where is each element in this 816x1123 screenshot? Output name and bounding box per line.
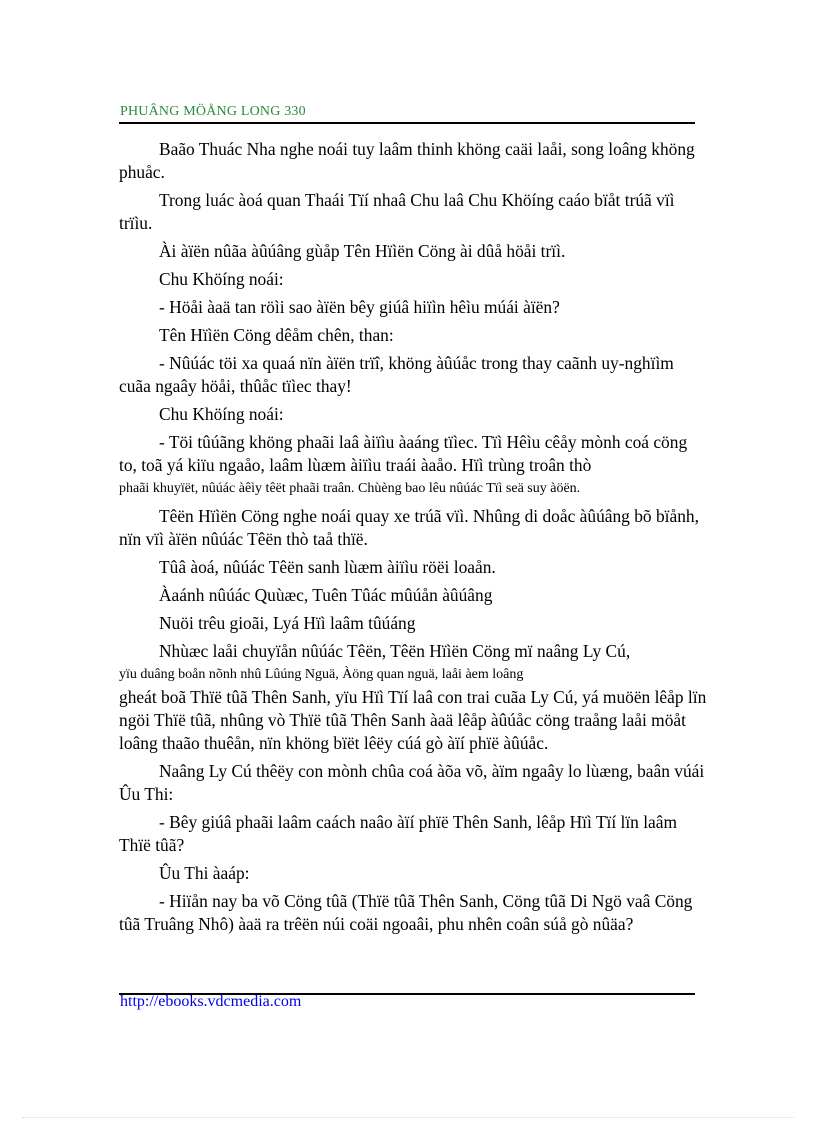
paragraph: Chu Khöíng noái: [159, 404, 284, 424]
paragraph: Baão Thuác Nha nghe noái tuy laâm thinh khöng caäi laåi, song loâng khöng phuåc. [119, 139, 695, 182]
paragraph: Nhùæc laåi chuyïån nûúác Têën, Têën Hïìën Cöng mï naâng Ly Cú, [159, 641, 631, 661]
paragraph: Àaánh nûúác Quùæc, Tuên Tûác mûúån àûúâng [159, 585, 493, 605]
paragraph: - Höåi àaä tan röìi sao àïën bêy giúâ hiïìn hêìu múái àïën? [159, 297, 560, 317]
paragraph: Nuöi trêu gioãi, Lyá Hïì laâm tûúáng [159, 613, 416, 633]
running-header: PHUÂNG MÖÅNG LONG 330 [120, 104, 306, 119]
paragraph: Chu Khöíng noái: [159, 269, 284, 289]
footer-link[interactable]: http://ebooks.vdcmedia.com [120, 993, 302, 1010]
paragraph: Ài àïën nûãa àûúâng gùåp Tên Hïìën Cöng ài dûå höåi trïì. [159, 241, 566, 261]
body-text [119, 138, 707, 941]
paragraph: Naâng Ly Cú thêëy con mònh chûa coá àõa võ, àïm ngaây lo lùæng, baân vúái Ûu Thi: [119, 761, 705, 804]
paragraph: Tên Hïìën Cöng dêåm chên, than: [159, 325, 394, 345]
paragraph: yïu duâng boån nõnh nhû Lûúng Nguä, Àöng quan nguä, laåi àem loâng [119, 667, 524, 682]
page-edge [22, 1117, 794, 1118]
paragraph: - Töi tûúãng khöng phaãi laâ àiïìu àaáng tïìec. Tïì Hêìu cêåy mònh coá cöng to, toã yá kiïu ngaåo, laâm lùæm àiïìu traái àaåo. Hïì trùng troân thò [119, 432, 688, 475]
header-divider [119, 122, 695, 124]
paragraph: - Nûúác töi xa quaá nïn àïën trïî, khöng àûúåc trong thay caãnh uy-nghïìm cuãa ngaây höåi, thûåc tïìec thay! [119, 353, 674, 396]
paragraph: Ûu Thi àaáp: [159, 863, 250, 883]
paragraph: gheát boã Thïë tûã Thên Sanh, yïu Hïì Tïí laâ con trai cuãa Ly Cú, yá muöën lêåp lïn ngöi Thïë tûã, nhûng vò Thïë tûã Thên Sanh àaä lêåp àûúåc cöng traång laåi möåt loâng thaão thuêån, nïn khöng bïët lêëy cúá gò àïí phïë àûúåc. [119, 687, 707, 753]
paragraph: Trong luác àoá quan Thaái Tïí nhaâ Chu laâ Chu Khöíng caáo bïåt trúã vïì trïìu. [119, 190, 675, 233]
paragraph: phaãi khuyïët, nûúác àêìy têët phaãi traân. Chùèng bao lêu nûúác Tïì seä suy àöën. [119, 481, 581, 496]
paragraph: - Bêy giúâ phaãi laâm caách naâo àïí phïë Thên Sanh, lêåp Hïì Tïí lïn laâm Thïë tûã? [119, 812, 677, 855]
paragraph: - Hiïån nay ba võ Cöng tûã (Thïë tûã Thên Sanh, Cöng tûã Di Ngö vaâ Cöng tûã Truâng Nhô) àaä ra trêën núi coäi ngoaâi, phu nhên coân súå gò nûäa? [119, 891, 693, 934]
paragraph: Têën Hïìën Cöng nghe noái quay xe trúã vïì. Nhûng di doåc àûúâng bõ bïånh, nïn vïì àïën nûúác Têën thò taå thïë. [119, 506, 699, 549]
paragraph: Tûâ àoá, nûúác Têën sanh lùæm àiïìu röëi loaån. [159, 557, 496, 577]
